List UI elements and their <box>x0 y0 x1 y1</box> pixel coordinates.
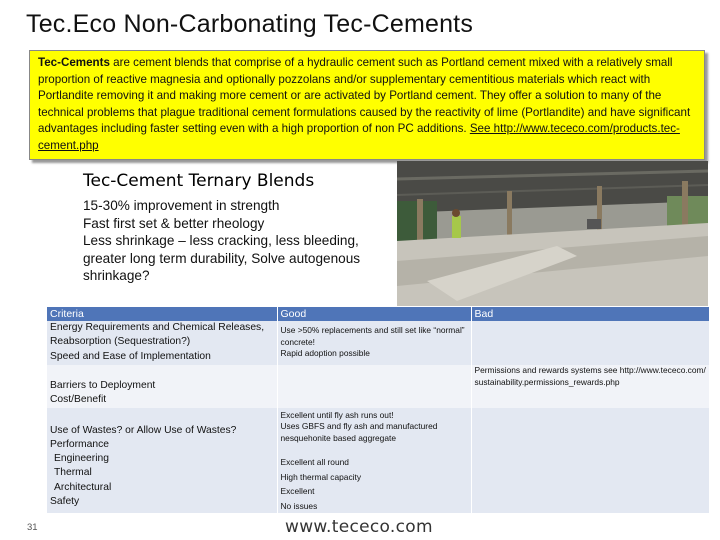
criteria-reabsorption: Reabsorption (Sequestration?) <box>50 336 191 348</box>
header-bad: Bad <box>471 307 709 321</box>
criteria-performance: Performance <box>50 438 109 450</box>
definition-callout <box>29 50 705 160</box>
good-thermal: High thermal capacity <box>280 471 362 482</box>
criteria-table <box>47 307 709 513</box>
good-energy: Use >50% replacements and still set like “normal” concrete! <box>280 325 465 347</box>
table-row <box>47 408 709 513</box>
concrete-pour-photo <box>397 161 708 306</box>
benefit-durability: greater long term durability, Solve autogenous <box>83 250 361 266</box>
criteria-barriers: Barriers to Deployment <box>50 380 156 391</box>
ternary-blends-title: Tec-Cement Ternary Blends <box>83 171 315 191</box>
good-engineering: Excellent all round <box>280 457 349 468</box>
criteria-engineering: Engineering <box>54 453 109 465</box>
callout-text: are cement blends that comprise of a hydraulic cement such as Portland cement mixed with a relatively small proportion of reactive magnesia and optionally pozzolans and/or supplementary cementitious materials which react with Portlandite removing it and making more cement or are activated by Portland cement. They offer a solution to many of the technical problems that plague traditional cement formulations caused by the reactivity of lime (Portlandite) and have significant advantages including faster setting even with a high proportion of non PC additions. <box>38 56 691 136</box>
benefit-autogenous: shrinkage? <box>83 268 150 283</box>
good-speed: Rapid adoption possible <box>280 348 370 358</box>
callout-bold-lead: Tec-Cements <box>38 56 110 69</box>
good-wastes: Uses GBFS and fly ash and manufactured nesquehonite based aggregate <box>280 421 438 444</box>
footer-url[interactable]: www.tececo.com <box>285 517 433 537</box>
good-safety: No issues <box>280 500 318 511</box>
criteria-wastes: Use of Wastes? or Allow Use of Wastes? <box>50 424 237 436</box>
criteria-architectural: Architectural <box>54 481 112 493</box>
benefits-list <box>83 197 393 285</box>
criteria-speed: Speed and Ease of Implementation <box>50 350 211 362</box>
benefit-strength: 15-30% improvement in strength <box>83 198 280 213</box>
criteria-thermal: Thermal <box>54 467 92 479</box>
construction-photo <box>397 161 708 306</box>
criteria-safety: Safety <box>50 496 80 508</box>
page-number: 31 <box>27 522 38 533</box>
good-cost: Excellent until fly ash runs out! <box>280 409 394 420</box>
table-header-row <box>47 307 709 321</box>
bad-barriers: Permissions and rewards systems see http://www.tececo.com/sustainability.permissions_rewards.php <box>474 365 706 387</box>
criteria-energy: Energy Requirements and Chemical Releases, <box>50 322 265 333</box>
good-architectural: Excellent <box>280 486 315 497</box>
table-row <box>47 321 709 365</box>
header-good: Good <box>277 307 471 321</box>
header-criteria: Criteria <box>47 307 277 321</box>
criteria-cost: Cost/Benefit <box>50 394 107 406</box>
benefit-shrinkage: Less shrinkage – less cracking, less bleeding, <box>83 233 359 248</box>
table-row <box>47 365 709 408</box>
callout-link[interactable]: See http://www.tececo.com/products.tec-cement.php <box>38 122 680 152</box>
benefit-first-set: Fast first set & better rheology <box>83 215 265 231</box>
slide-title: Tec.Eco Non-Carbonating Tec-Cements <box>26 10 474 38</box>
